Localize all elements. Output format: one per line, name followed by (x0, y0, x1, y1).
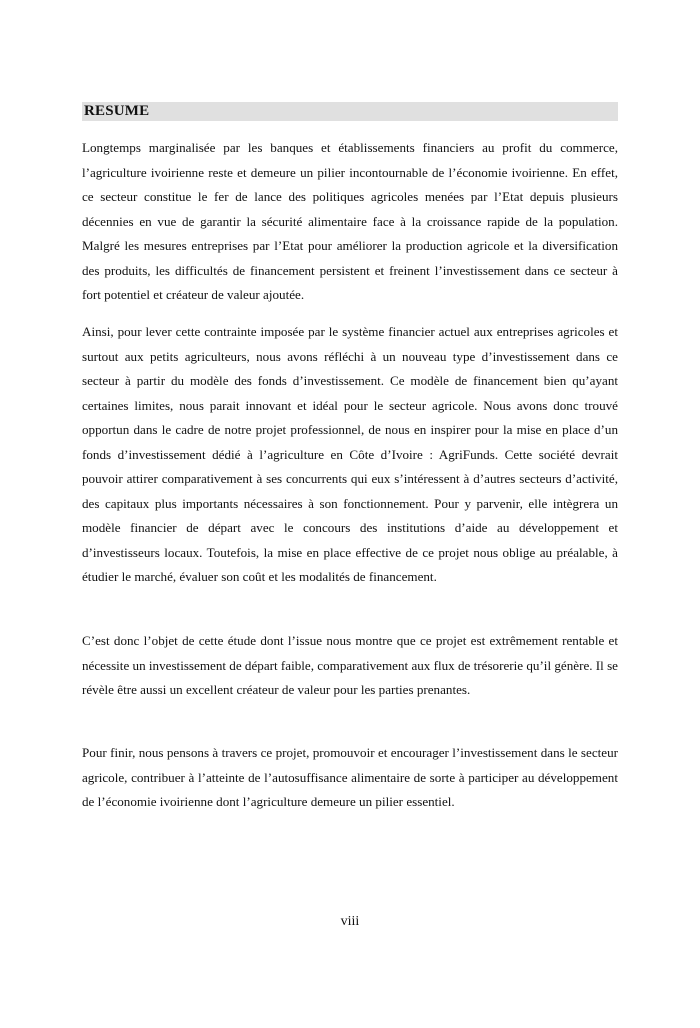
section-heading: RESUME (84, 103, 150, 119)
paragraph-4: Pour finir, nous pensons à travers ce projet, promouvoir et encourager l’investissement dans le secteur agricole, contribuer à l’atteinte de l’autosuffisance alimentaire de sorte à participer au développement de l’économie ivoirienne dont l’agriculture demeure un pilier essentiel. (82, 745, 618, 809)
paragraph-1: Longtemps marginalisée par les banques et établissements financiers au profit du commerce, l’agriculture ivoirienne reste et demeure un pilier incontournable de l’économie ivoirienne. En effet, ce secteur constitue le fer de lance des politiques agricoles menées par l’Etat depuis plusieurs décennies en vue de garantir la sécurité alimentaire face à la croissance rapide de la population. Malgré les mesures entreprises par l’Etat pour améliorer la production agricole et la diversification des produits, les difficultés de financement persistent et freinent l’investissement dans ce secteur à fort potentiel et créateur de valeur ajoutée. (82, 140, 618, 302)
page-number: viii (340, 914, 360, 929)
section-heading-bar (82, 102, 618, 121)
paragraph-2: Ainsi, pour lever cette contrainte imposée par le système financier actuel aux entreprises agricoles et surtout aux petits agriculteurs, nous avons réfléchi à un nouveau type d’investissement dans ce secteur à partir du modèle des fonds d’investissement. Ce modèle de financement bien qu’ayant certaines limites, nous parait innovant et idéal pour le secteur agricole. Nous avons donc trouvé opportun dans le cadre de notre projet professionnel, de nous en inspirer pour la mise en place d’un fonds d’investissement dédié à l’agriculture en Côte d’Ivoire : AgriFunds. Cette société devrait pouvoir attirer comparativement à ses concurrents qui eux s’intéressent à d’autres secteurs d’activité, des capitaux plus importants nécessaires à son fonctionnement. Pour y parvenir, elle intègrera un modèle financier de départ avec le concours des institutions d’aide au développement et d’investisseurs locaux. Toutefois, la mise en place effective de ce projet nous oblige au préalable, à étudier le marché, évaluer son coût et les modalités de financement. (82, 324, 618, 584)
paragraph-3: C’est donc l’objet de cette étude dont l’issue nous montre que ce projet est extrêmement rentable et nécessite un investissement de départ faible, comparativement aux flux de trésorerie qu’il génère. Il se révèle être aussi un excellent créateur de valeur pour les parties prenantes. (82, 633, 618, 697)
